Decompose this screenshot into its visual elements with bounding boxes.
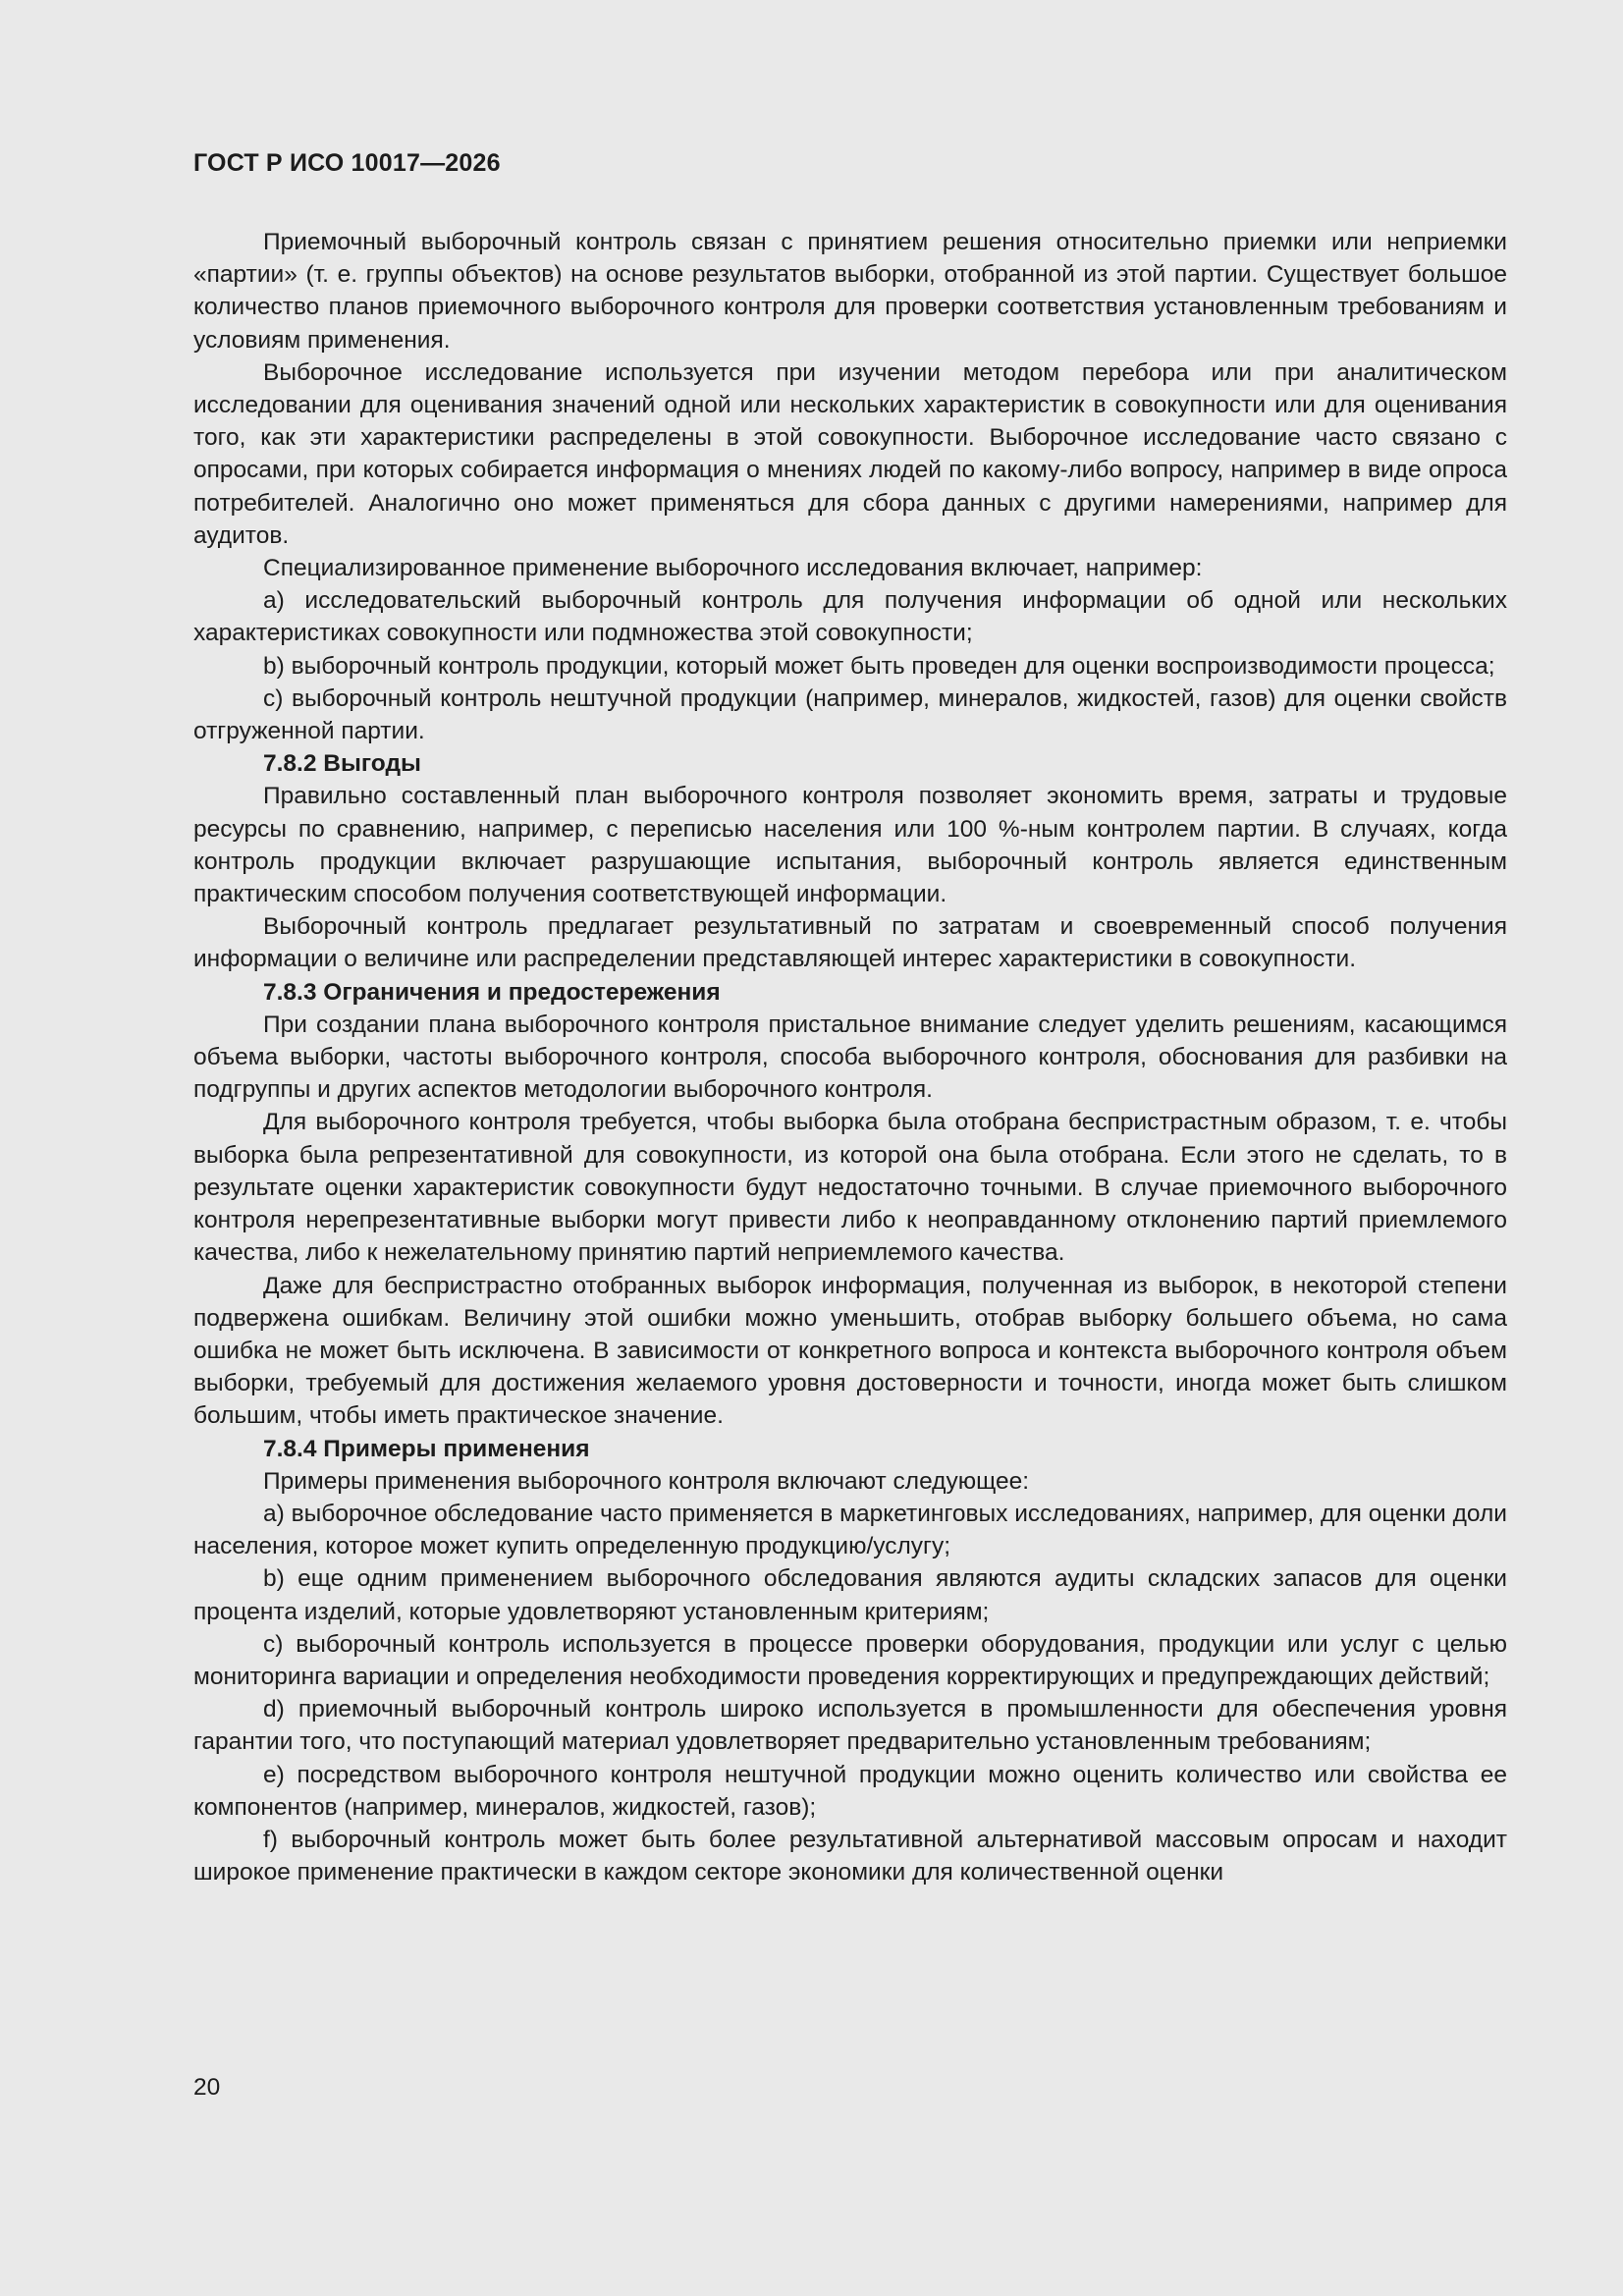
- paragraph: При создании плана выборочного контроля пристальное внимание следует уделить решениям, касающимся объема выборки, частоты выборочного контроля, способа выборочного контроля, обоснования для разбивки на подгруппы и других аспектов методологии выборочного контроля.: [193, 1011, 1507, 1104]
- section-heading: 7.8.2 Выгоды: [263, 750, 421, 778]
- list-item: a) выборочное обследование часто применяется в маркетинговых исследованиях, например, для оценки доли населения, которое может купить определенную продукцию/услугу;: [193, 1500, 1507, 1560]
- list-item: e) посредством выборочного контроля нештучной продукции можно оценить количество или свойства ее компонентов (например, минералов, жидкостей, газов);: [193, 1761, 1507, 1821]
- body-text: [193, 226, 1507, 1888]
- list-item: c) выборочный контроль используется в процессе проверки оборудования, продукции или услуг с целью мониторинга вариации и определения необходимости проведения корректирующих и предупреждающих действий;: [193, 1630, 1507, 1690]
- page-number: 20: [193, 2074, 221, 2101]
- list-item: c) выборочный контроль нештучной продукции (например, минералов, жидкостей, газов) для оценки свойств отгруженной партии.: [193, 684, 1507, 745]
- paragraph: Примеры применения выборочного контроля включают следующее:: [263, 1467, 1030, 1495]
- paragraph: Даже для беспристрастно отобранных выборок информация, полученная из выборок, в некоторой степени подвержена ошибкам. Величину этой ошибки можно уменьшить, отобрав выборку большего объема, но сама ошибка не может быть исключена. В зависимости от конкретного вопроса и контекста выборочного контроля объем выборки, требуемый для достижения желаемого уровня достоверности и точности, иногда может быть слишком большим, чтобы иметь практическое значение.: [193, 1272, 1507, 1430]
- paragraph: Выборочное исследование используется при изучении методом перебора или при аналитическом исследовании для оценивания значений одной или нескольких характеристик в совокупности или для оценивания того, как эти характеристики распределены в этой совокупности. Выборочное исследование часто связано с опросами, при которых собирается информация о мнениях людей по какому-либо вопросу, например в виде опроса потребителей. Аналогично оно может применяться для сбора данных с другими намерениями, например для аудитов.: [193, 358, 1507, 549]
- paragraph: Приемочный выборочный контроль связан с принятием решения относительно приемки или неприемки «партии» (т. е. группы объектов) на основе результатов выборки, отобранной из этой партии. Существует большое количество планов приемочного выборочного контроля для проверки соответствия установленным требованиям и условиям применения.: [193, 229, 1507, 354]
- list-item: b) еще одним применением выборочного обследования являются аудиты складских запасов для оценки процента изделий, которые удовлетворяют установленным критериям;: [193, 1565, 1507, 1625]
- document-header: ГОСТ Р ИСО 10017—2026: [193, 149, 501, 177]
- paragraph: Правильно составленный план выборочного контроля позволяет экономить время, затраты и трудовые ресурсы по сравнению, например, с переписью населения или 100 %-ным контролем партии. В случаях, когда контроль продукции включает разрушающие испытания, выборочный контроль является единственным практическим способом получения соответствующей информации.: [193, 783, 1507, 908]
- paragraph: Выборочный контроль предлагает результативный по затратам и своевременный способ получения информации о величине или распределении представляющей интерес характеристики в совокупности.: [193, 913, 1507, 973]
- paragraph: Для выборочного контроля требуется, чтобы выборка была отобрана беспристрастным образом, т. е. чтобы выборка была репрезентативной для совокупности, из которой она была отобрана. Если этого не сделать, то в результате оценки характеристик совокупности будут недостаточно точными. В случае приемочного выборочного контроля нерепрезентативные выборки могут привести либо к неоправданному отклонению партий приемлемого качества, либо к нежелательному принятию партий неприемлемого качества.: [193, 1109, 1507, 1267]
- list-item: d) приемочный выборочный контроль широко используется в промышленности для обеспечения уровня гарантии того, что поступающий материал удовлетворяет предварительно установленным требованиям;: [193, 1696, 1507, 1756]
- list-item: b) выборочный контроль продукции, который может быть проведен для оценки воспроизводимости процесса;: [263, 652, 1495, 680]
- list-item: a) исследовательский выборочный контроль для получения информации об одной или нескольких характеристиках совокупности или подмножества этой совокупности;: [193, 587, 1507, 647]
- paragraph: Специализированное применение выборочного исследования включает, например:: [263, 555, 1203, 582]
- section-heading: 7.8.3 Ограничения и предостережения: [263, 978, 721, 1006]
- section-heading: 7.8.4 Примеры применения: [263, 1435, 590, 1462]
- list-item: f) выборочный контроль может быть более результативной альтернативой массовым опросам и находит широкое применение практически в каждом секторе экономики для количественной оценки: [193, 1826, 1507, 1886]
